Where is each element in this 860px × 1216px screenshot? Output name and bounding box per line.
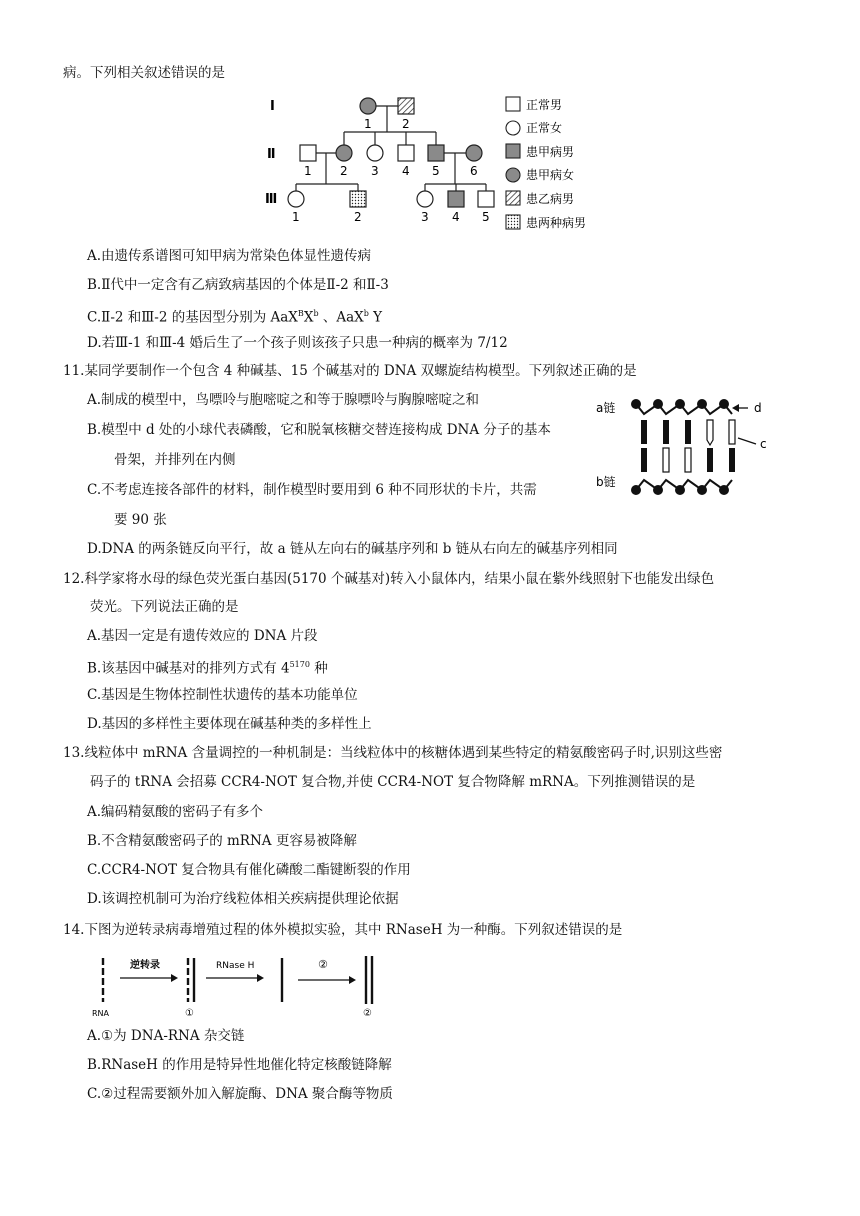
q10-option-b: B.Ⅱ代中一定含有乙病致病基因的个体是Ⅱ-2 和Ⅱ-3 — [87, 277, 389, 293]
gen2-num-3: 3 — [371, 164, 379, 178]
label-c: c — [760, 437, 767, 451]
gen3-num-3: 3 — [421, 210, 429, 224]
q13-option-c: C.CCR4-NOT 复合物具有催化磷酸二酯键断裂的作用 — [87, 862, 411, 878]
individual-II3 — [367, 145, 383, 161]
q12-b-pre: B.该基因中碱基对的排列方式有 4 — [87, 660, 290, 677]
individual-II4 — [398, 145, 414, 161]
legend-a-male: 患甲病男 — [526, 145, 575, 159]
q10-option-a: A.由遗传系谱图可知甲病为常染色体显性遗传病 — [87, 248, 372, 264]
individual-I1 — [360, 98, 376, 114]
q10-c-mid: 、AaX — [318, 309, 364, 326]
legend-both-male: 患两种病男 — [526, 216, 587, 230]
reverse-transcription-figure — [90, 954, 390, 1020]
q12-b-post: 种 — [309, 660, 328, 677]
b-chain-label: b链 — [596, 475, 616, 489]
q13-stem-line1: 13.线粒体中 mRNA 含量调控的一种机制是：当线粒体中的核糖体遇到某些特定的精氨酸密码子时,识别这些密 — [63, 745, 723, 761]
q13-stem-line2: 码子的 tRNA 会招募 CCR4-NOT 复合物,并使 CCR4-NOT 复合物降解 mRNA。下列推测错误的是 — [90, 774, 696, 790]
legend-both-male-icon — [506, 215, 520, 229]
q12-option-d: D.基因的多样性主要体现在碱基种类的多样性上 — [87, 716, 372, 732]
legend-normal-male-icon — [506, 97, 520, 111]
q13-option-b: B.不含精氨酸密码子的 mRNA 更容易被降解 — [87, 833, 357, 849]
label-2: ② — [363, 1008, 372, 1019]
gen2-num-5: 5 — [432, 164, 440, 178]
q10-c-sup2: b — [313, 309, 319, 318]
individual-III2 — [350, 191, 366, 207]
legend-normal-female-icon — [506, 121, 520, 135]
q12-option-c: C.基因是生物体控制性状遗传的基本功能单位 — [87, 687, 358, 703]
gen2-num-2: 2 — [340, 164, 348, 178]
individual-III5 — [478, 191, 494, 207]
q10-c-sup3: b — [363, 309, 369, 318]
q11-option-d: D.DNA 的两条链反向平行，故 a 链从左向右的碱基序列和 b 链从右向左的碱基序列相同 — [87, 541, 618, 557]
legend-b-male: 患乙病男 — [526, 192, 575, 206]
q11-option-b-line2: 骨架，并排列在内侧 — [114, 452, 236, 468]
q11-option-c-line1: C.不考虑连接各部件的材料，制作模型时要用到 6 种不同形状的卡片，共需 — [87, 482, 537, 498]
gen3-num-1: 1 — [292, 210, 300, 224]
step3-label: ② — [318, 958, 328, 971]
individual-III1 — [288, 191, 304, 207]
individual-II6 — [466, 145, 482, 161]
legend-a-male-icon — [506, 144, 520, 158]
q14-option-c: C.②过程需要额外加入解旋酶、DNA 聚合酶等物质 — [87, 1086, 393, 1102]
legend-a-female-icon — [506, 168, 520, 182]
individual-III4 — [448, 191, 464, 207]
gen2-num-6: 6 — [470, 164, 478, 178]
q12-stem-line2: 荧光。下列说法正确的是 — [90, 599, 239, 615]
q12-b-sup: 5170 — [289, 660, 310, 669]
rna-label: RNA — [92, 1009, 110, 1018]
q13-option-a: A.编码精氨酸的密码子有多个 — [87, 804, 264, 820]
intro-line: 病。下列相关叙述错误的是 — [63, 65, 225, 81]
q10-option-c — [87, 305, 382, 327]
q12-stem-line1: 12.科学家将水母的绿色荧光蛋白基因(5170 个碱基对)转入小鼠体内，结果小鼠在紫外线照射下也能发出绿色 — [63, 571, 715, 587]
q14-option-b: B.RNaseH 的作用是特异性地催化特定核酸链降解 — [87, 1057, 392, 1073]
q10-c-sup1: B — [297, 309, 304, 318]
gen-label-2: Ⅱ — [267, 147, 276, 162]
step2-label: RNase H — [216, 961, 255, 971]
individual-III3 — [417, 191, 433, 207]
pedigree-chart — [258, 88, 618, 240]
gen-label-1: Ⅰ — [270, 99, 275, 114]
gen2-num-4: 4 — [402, 164, 410, 178]
q11-option-a: A.制成的模型中，鸟嘌呤与胞嘧啶之和等于腺嘌呤与胸腺嘧啶之和 — [87, 392, 480, 408]
label-1: ① — [185, 1008, 194, 1019]
legend-a-female: 患甲病女 — [526, 168, 575, 182]
q14-stem: 14.下图为逆转录病毒增殖过程的体外模拟实验，其中 RNaseH 为一种酶。下列叙述错误的是 — [63, 922, 623, 938]
a-chain-label: a链 — [596, 401, 616, 415]
q12-option-a: A.基因一定是有遗传效应的 DNA 片段 — [87, 628, 318, 644]
legend-b-male-icon — [506, 191, 520, 205]
individual-II1 — [300, 145, 316, 161]
gen1-num-1: 1 — [364, 117, 372, 131]
q10-c-x: X — [303, 309, 314, 326]
individual-II5 — [428, 145, 444, 161]
q11-option-c-line2: 要 90 张 — [114, 512, 167, 528]
legend-normal-male: 正常男 — [526, 98, 563, 112]
label-d: d — [754, 401, 762, 415]
gen2-num-1: 1 — [304, 164, 312, 178]
gen3-num-4: 4 — [452, 210, 460, 224]
q10-c-pre: C.Ⅱ-2 和Ⅲ-2 的基因型分别为 AaX — [87, 309, 298, 326]
gen3-num-5: 5 — [482, 210, 490, 224]
individual-II2 — [336, 145, 352, 161]
q11-option-b-line1: B.模型中 d 处的小球代表磷酸，它和脱氧核糖交替连接构成 DNA 分子的基本 — [87, 422, 551, 438]
legend-normal-female: 正常女 — [526, 121, 563, 135]
gen-label-3: Ⅲ — [265, 192, 278, 207]
q11-stem: 11.某同学要制作一个包含 4 种碱基、15 个碱基对的 DNA 双螺旋结构模型。下列叙述正确的是 — [63, 363, 637, 379]
gen1-num-2: 2 — [402, 117, 410, 131]
dna-model-figure — [594, 390, 784, 510]
individual-I2 — [398, 98, 414, 114]
q13-option-d: D.该调控机制可为治疗线粒体相关疾病提供理论依据 — [87, 891, 399, 907]
q12-option-b — [87, 656, 328, 678]
q10-c-end: Y — [368, 309, 383, 326]
gen3-num-2: 2 — [354, 210, 362, 224]
q14-option-a: A.①为 DNA-RNA 杂交链 — [87, 1028, 245, 1044]
step1-label: 逆转录 — [130, 960, 160, 971]
q10-option-d: D.若Ⅲ-1 和Ⅲ-4 婚后生了一个孩子则该孩子只患一种病的概率为 7/12 — [87, 335, 508, 351]
